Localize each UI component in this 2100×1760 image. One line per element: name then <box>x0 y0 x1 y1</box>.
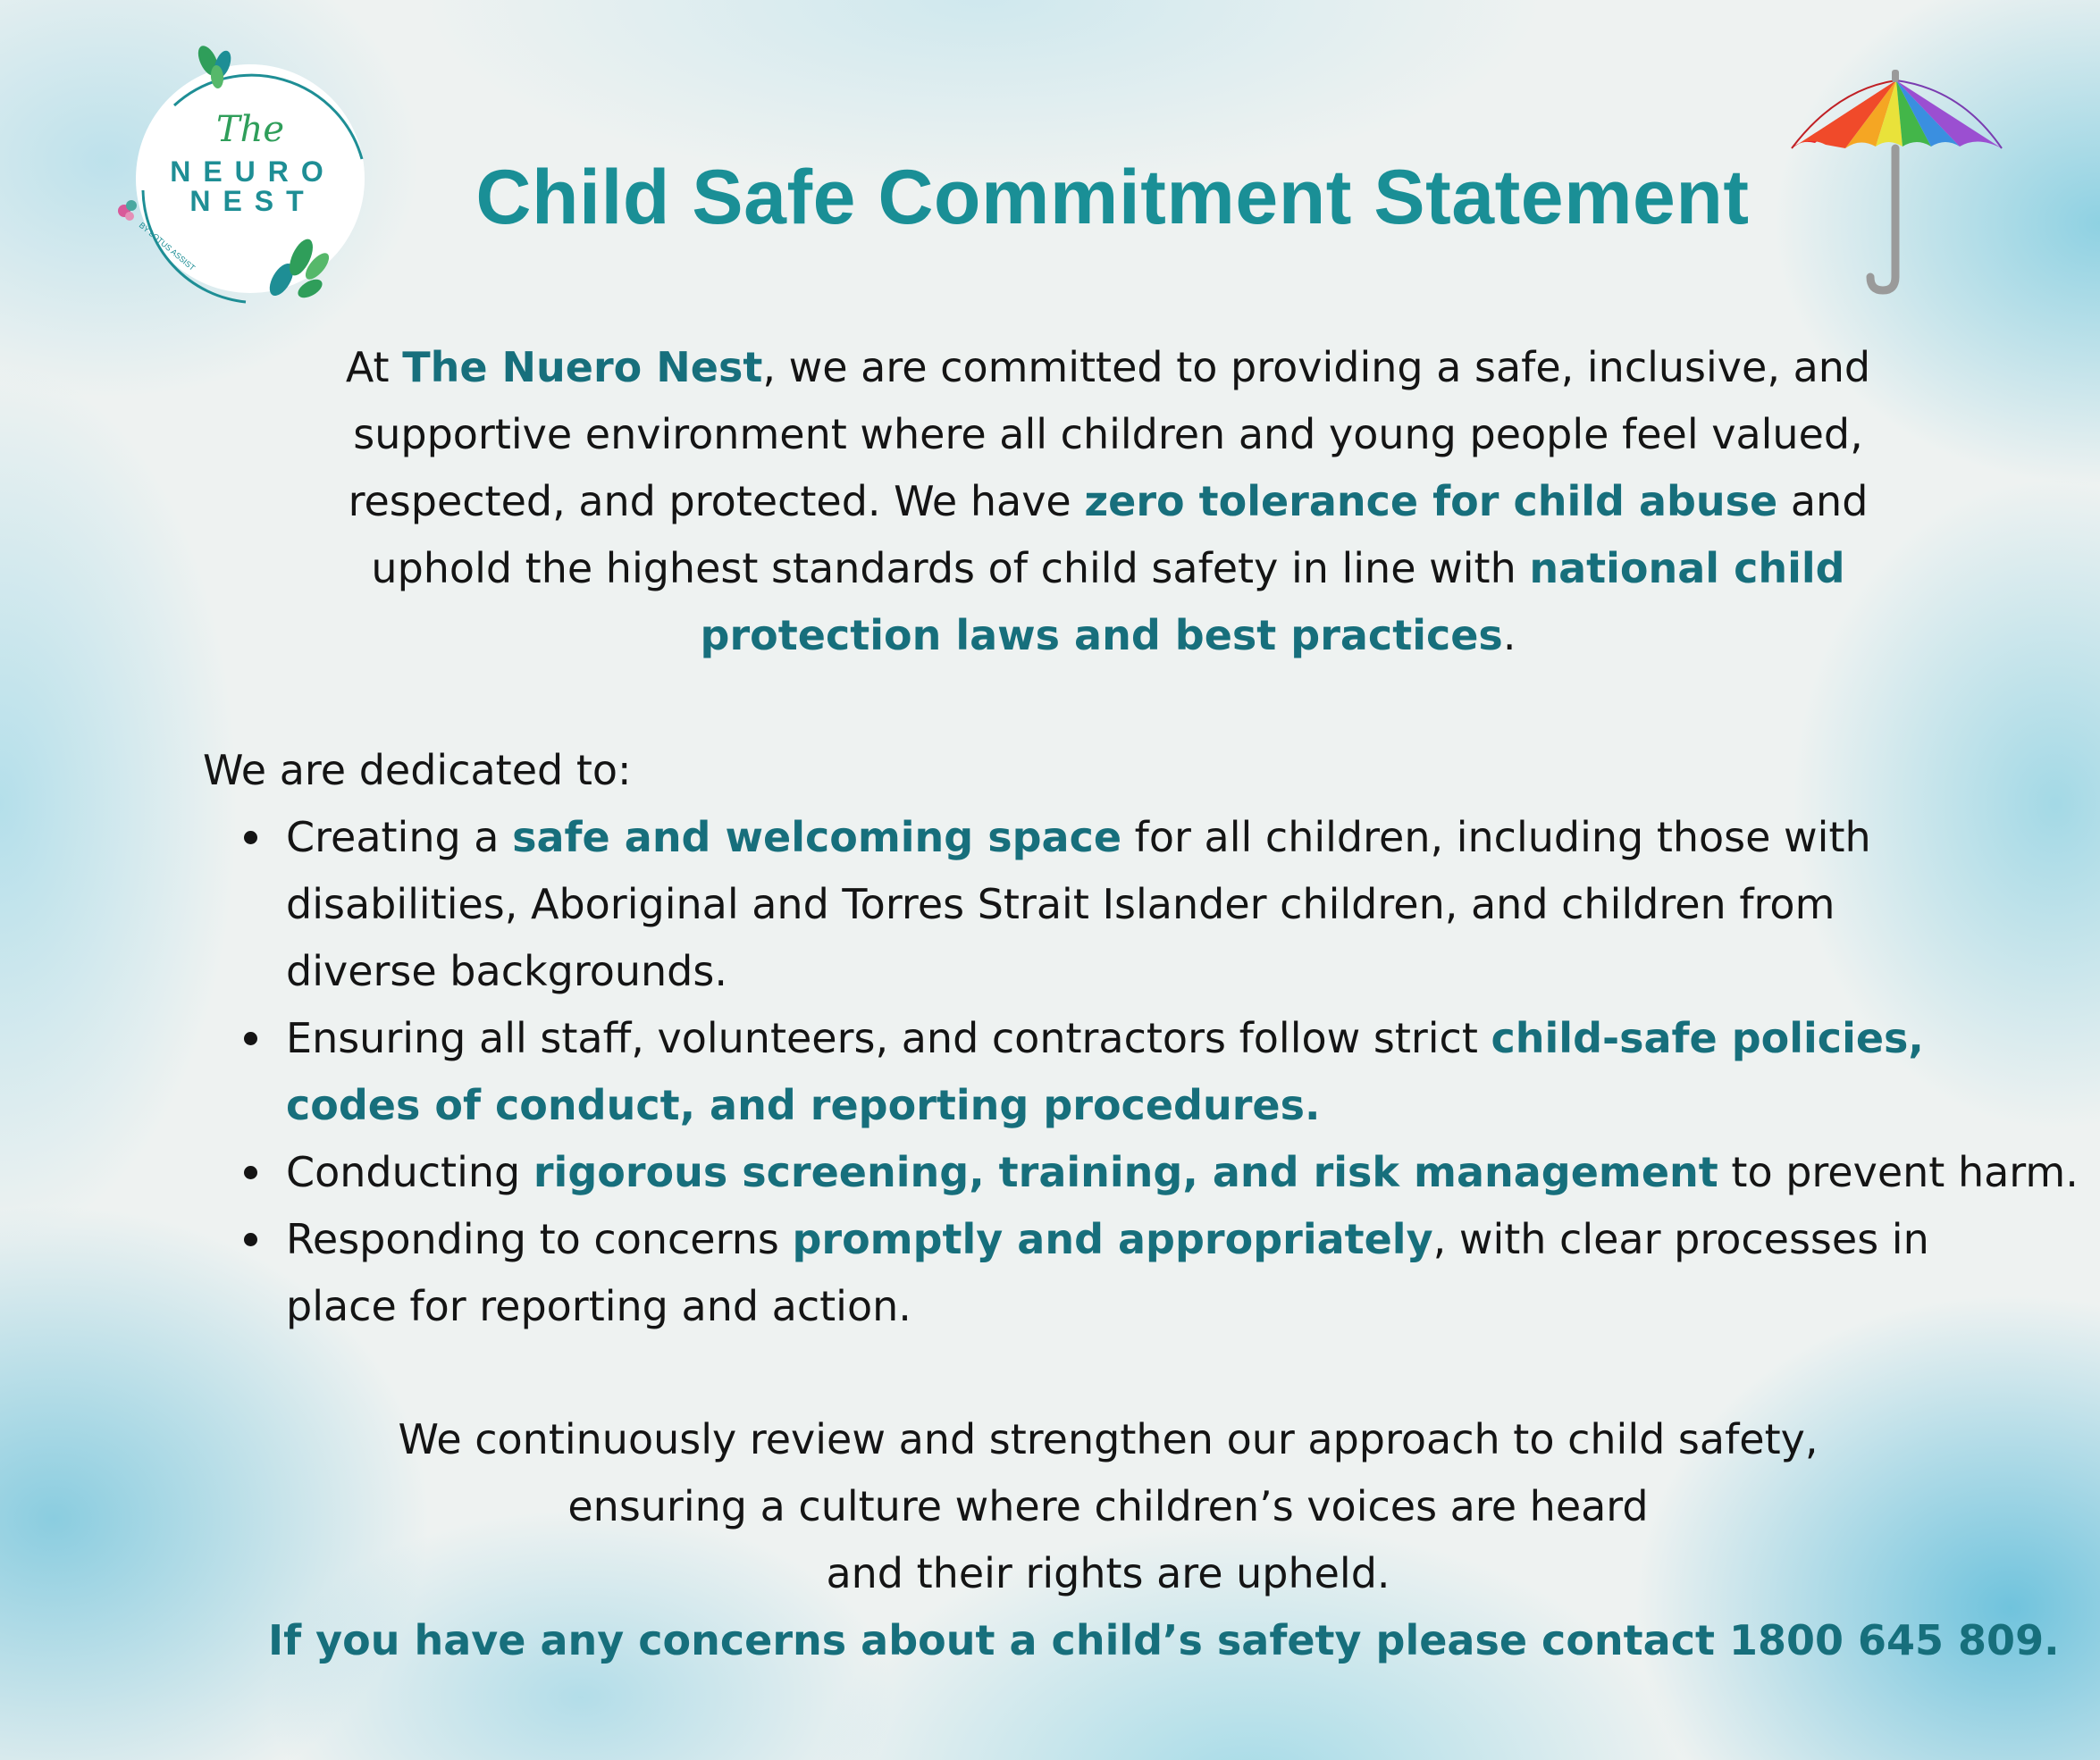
intro-text: uphold the highest standards of child safety in line with <box>371 544 1530 592</box>
intro-highlight: protection laws and best practices <box>700 611 1503 659</box>
intro-text: At <box>345 343 403 391</box>
intro-line-1 <box>295 334 1921 401</box>
list-item <box>241 1005 2029 1139</box>
logo-line1: NEURO <box>170 155 336 188</box>
intro-paragraph <box>295 334 1921 669</box>
page-title: Child Safe Commitment Statement <box>475 155 1750 240</box>
list-item-line <box>286 1139 2079 1206</box>
list-highlight: child-safe policies, <box>1491 1014 1924 1062</box>
list-item <box>241 1206 2029 1340</box>
list-item <box>241 1139 2079 1206</box>
bullet-dot-icon <box>244 831 257 844</box>
list-highlight: promptly and appropriately <box>792 1215 1433 1263</box>
closing-line: ensuring a culture where children’s voices are heard <box>567 1482 1649 1530</box>
list-text: to prevent harm. <box>1718 1148 2079 1196</box>
list-item <box>241 804 2029 1005</box>
list-item-line: disabilities, Aboriginal and Torres Strait Islander children, and children from <box>286 880 1835 928</box>
list-item-line: place for reporting and action. <box>286 1282 911 1330</box>
closing-paragraph <box>268 1406 2060 1674</box>
list-text: , with clear processes in <box>1432 1215 1929 1263</box>
logo-script-text: The <box>215 109 285 150</box>
list-item-line <box>286 1206 2029 1273</box>
intro-line-5 <box>295 602 1921 669</box>
contact-line: If you have any concerns about a child’s safety please contact 1800 645 809. <box>268 1616 2060 1664</box>
list-highlight: rigorous screening, training, and risk management <box>533 1148 1718 1196</box>
intro-text: . <box>1502 611 1516 659</box>
bullet-dot-icon <box>244 1166 257 1179</box>
list-highlight: codes of conduct, and reporting procedures. <box>286 1081 1321 1129</box>
list-highlight: safe and welcoming space <box>512 813 1122 861</box>
list-text: Responding to concerns <box>286 1215 793 1263</box>
logo-tagline: BY LOTUS ASSIST <box>137 220 197 272</box>
intro-line-2: supportive environment where all children and young people feel valued, <box>353 410 1863 458</box>
closing-line: and their rights are upheld. <box>826 1549 1390 1597</box>
intro-highlight: national child <box>1529 544 1845 592</box>
intro-highlight: zero tolerance for child abuse <box>1084 477 1778 525</box>
list-text: Conducting <box>286 1148 533 1196</box>
intro-line-3 <box>295 468 1921 535</box>
dedicated-heading: We are dedicated to: <box>203 746 632 794</box>
commitment-list <box>241 804 2079 1340</box>
organization-name: The Nuero Nest <box>402 343 763 391</box>
list-item-line <box>286 804 2029 871</box>
closing-line: We continuously review and strengthen our approach to child safety, <box>398 1415 1819 1463</box>
bullet-dot-icon <box>244 1233 257 1246</box>
bullet-dot-icon <box>244 1032 257 1045</box>
intro-line-4 <box>295 535 1921 602</box>
list-item-line: diverse backgrounds. <box>286 947 727 995</box>
intro-text: , we are committed to providing a safe, inclusive, and <box>762 343 1871 391</box>
intro-text: respected, and protected. We have <box>348 477 1085 525</box>
logo-line2: NEST <box>189 185 316 217</box>
list-item-line <box>286 1005 2029 1072</box>
list-text: for all children, including those with <box>1121 813 1871 861</box>
intro-text: and <box>1777 477 1869 525</box>
list-text: Creating a <box>286 813 513 861</box>
list-text: Ensuring all staff, volunteers, and contractors follow strict <box>286 1014 1491 1062</box>
